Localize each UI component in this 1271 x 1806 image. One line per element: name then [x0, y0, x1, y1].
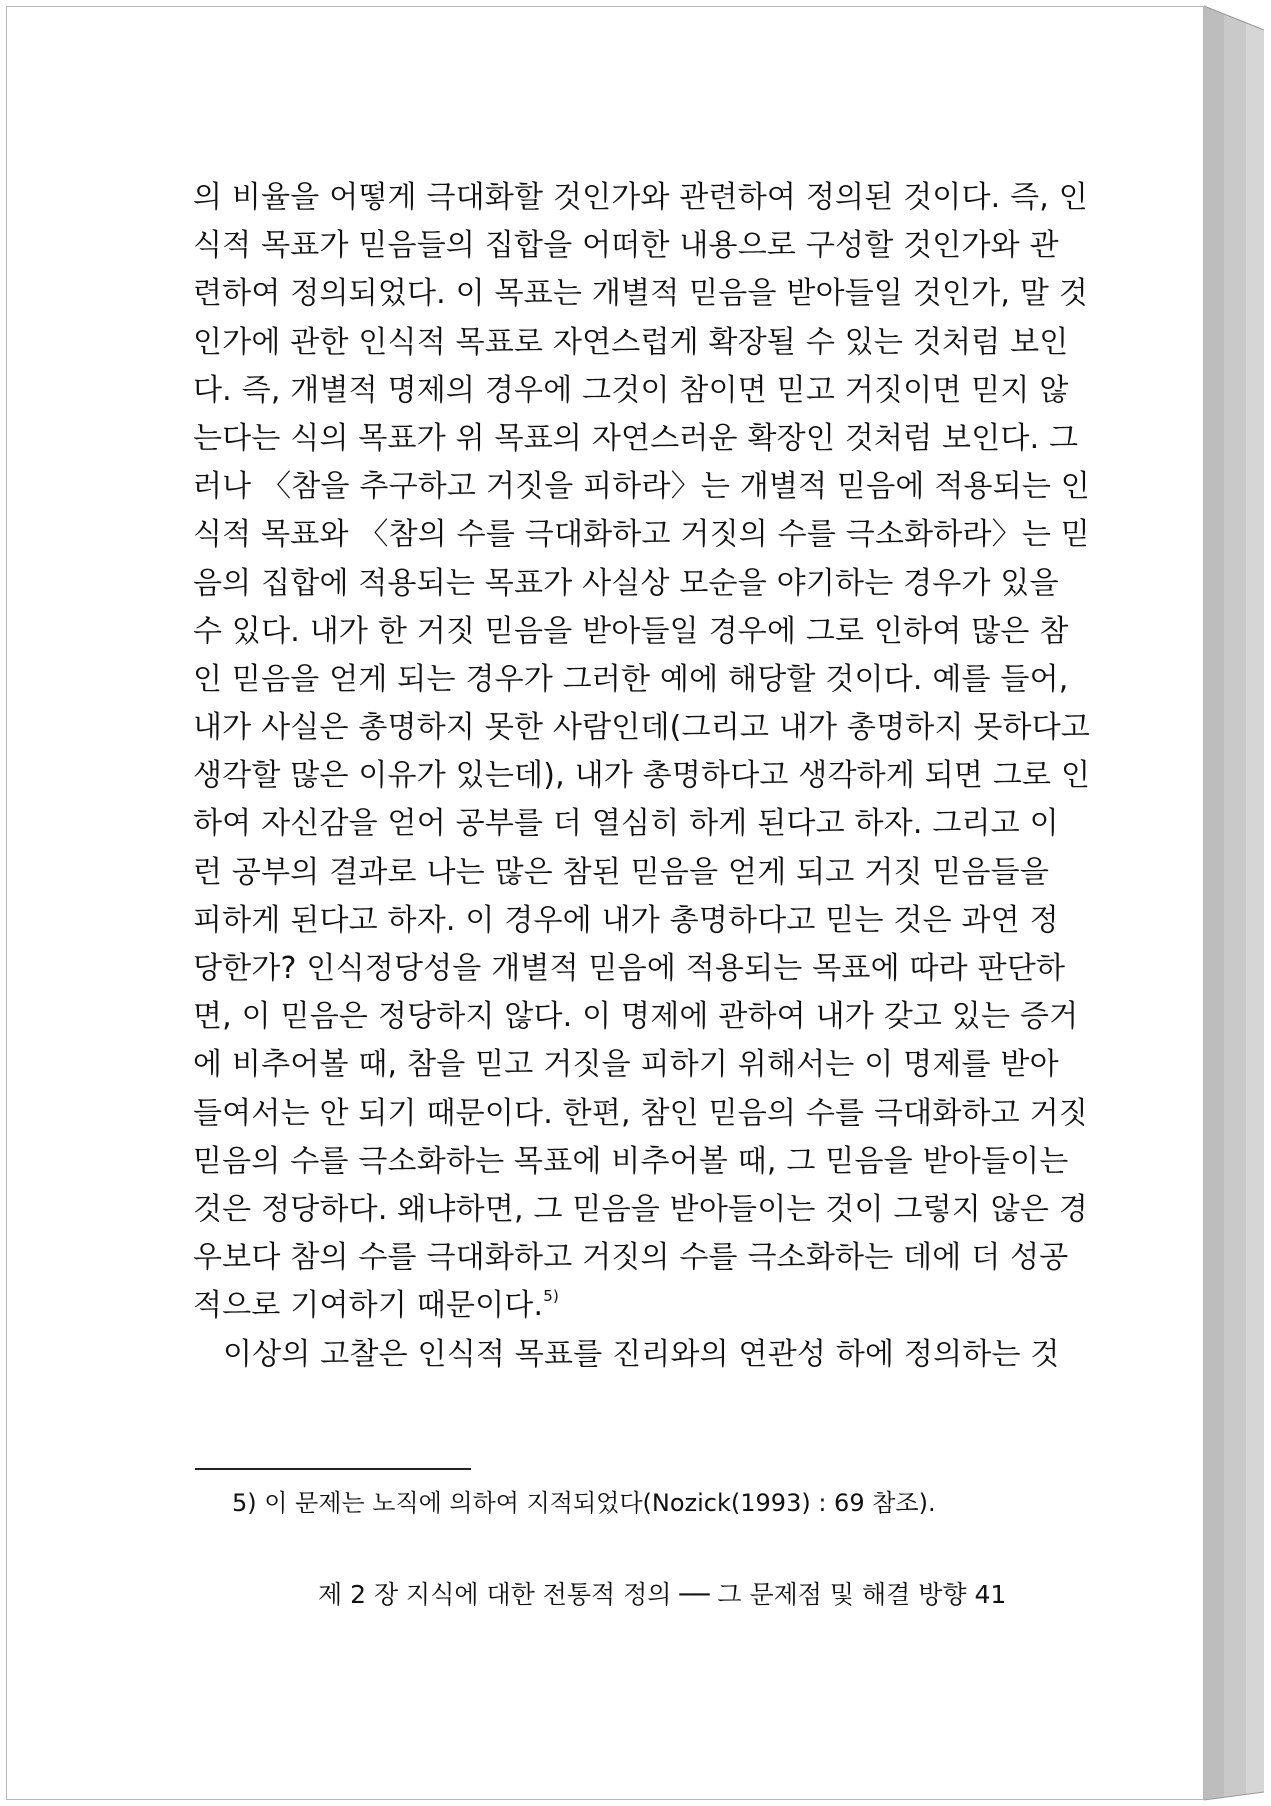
body-line: 식적 목표가 믿음들의 집합을 어떠한 내용으로 구성할 것인가와 관 — [193, 228, 1059, 264]
body-line: 생각할 많은 이유가 있는데), 내가 총명하다고 생각하게 되면 그로 인 — [193, 758, 1091, 794]
footnote-reference: 5) — [543, 1287, 559, 1306]
body-line: 인가에 관한 인식적 목표로 자연스럽게 확장될 수 있는 것처럼 보인 — [193, 324, 1069, 360]
body-text — [193, 174, 1091, 1379]
body-line: 하여 자신감을 얻어 공부를 더 열심히 하게 된다고 하자. 그리고 이 — [193, 806, 1059, 842]
body-line: 련하여 정의되었다. 이 목표는 개별적 믿음을 받아들일 것인가, 말 것 — [193, 276, 1088, 312]
body-line: 우보다 참의 수를 극대화하고 거짓의 수를 극소화하는 데에 더 성공 — [193, 1240, 1069, 1276]
body-line: 런 공부의 결과로 나는 많은 참된 믿음을 얻게 되고 거짓 믿음들을 — [193, 854, 1050, 890]
body-line: 면, 이 믿음은 정당하지 않다. 이 명제에 관하여 내가 갖고 있는 증거 — [193, 999, 1079, 1035]
body-line: 것은 정당하다. 왜냐하면, 그 믿음을 받아들이는 것이 그렇지 않은 경 — [193, 1191, 1088, 1227]
body-line: 내가 사실은 총명하지 못한 사람인데(그리고 내가 총명하지 못하다고 — [193, 710, 1091, 746]
body-line: 식적 목표와 〈참의 수를 극대화하고 거짓의 수를 극소화하라〉는 믿 — [193, 517, 1090, 553]
footnote-divider — [195, 1468, 471, 1470]
body-line: 수 있다. 내가 한 거짓 믿음을 받아들일 경우에 그로 인하여 많은 참 — [193, 613, 1069, 649]
body-line: 피하게 된다고 하자. 이 경우에 내가 총명하다고 믿는 것은 과연 정 — [193, 902, 1059, 938]
running-footer: 제 2 장 지식에 대한 전통적 정의 ── 그 문제점 및 해결 방향 41 — [318, 1580, 1007, 1609]
footnote: 5) 이 문제는 노직에 의하여 지적되었다(Nozick(1993) : 69 참조). — [232, 1489, 936, 1517]
body-line: 들여서는 안 되기 때문이다. 한편, 참인 믿음의 수를 극대화하고 거짓 — [193, 1095, 1088, 1131]
paragraph-start-line: 이상의 고찰은 인식적 목표를 진리와의 연관성 하에 정의하는 것 — [223, 1336, 1060, 1372]
body-line: 의 비율을 어떻게 극대화할 것인가와 관련하여 정의된 것이다. 즉, 인 — [193, 180, 1088, 215]
body-line: 러나 〈참을 추구하고 거짓을 피하라〉는 개별적 믿음에 적용되는 인 — [193, 469, 1090, 505]
body-line: 당한가? 인식정당성을 개별적 믿음에 적용되는 목표에 따라 판단하 — [193, 951, 1066, 986]
body-line: 음의 집합에 적용되는 목표가 사실상 모순을 야기하는 경우가 있을 — [193, 565, 1059, 601]
body-line: 믿음의 수를 극소화하는 목표에 비추어볼 때, 그 믿음을 받아들이는 — [193, 1143, 1069, 1179]
body-line: 에 비추어볼 때, 참을 믿고 거짓을 피하기 위해서는 이 명제를 받아 — [193, 1047, 1059, 1083]
body-line-paragraph-end — [193, 1282, 1023, 1330]
body-line-text: 적으로 기여하기 때문이다. — [193, 1288, 544, 1324]
body-line: 다. 즉, 개별적 명제의 경우에 그것이 참이면 믿고 거짓이면 믿지 않 — [193, 372, 1069, 408]
body-line: 인 믿음을 얻게 되는 경우가 그러한 예에 해당할 것이다. 예를 들어, — [193, 661, 1069, 697]
body-line: 는다는 식의 목표가 위 목표의 자연스러운 확장인 것처럼 보인다. 그 — [193, 420, 1079, 456]
